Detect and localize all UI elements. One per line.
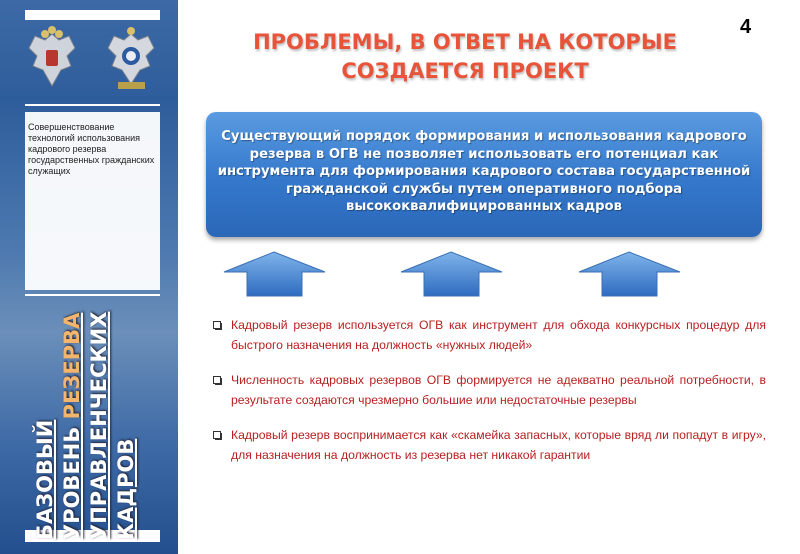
russian-eagle-emblem-icon bbox=[25, 26, 80, 94]
slide-title-line: СОЗДАЕТСЯ ПРОЕКТ bbox=[341, 59, 589, 83]
slide-title-line: ПРОБЛЕМЫ, В ОТВЕТ НА КОТОРЫЕ bbox=[253, 30, 677, 54]
vertical-title-line: УПРАВЛЕНЧЕСКИХ bbox=[87, 311, 111, 540]
problem-list bbox=[213, 316, 766, 481]
vertical-title-line: БАЗОВЫЙ bbox=[33, 419, 57, 540]
list-item bbox=[213, 426, 766, 465]
checkbox-bullet-icon bbox=[213, 321, 222, 330]
vertical-title-line bbox=[59, 300, 86, 540]
checkbox-bullet-icon bbox=[213, 376, 222, 385]
problem-banner-text: Существующий порядок формирования и использования кадрового резерва в ОГВ не позволяет использовать его потенциал как инструмента для формирования кадрового состава государственной гражданской службы путем оперативного подбора высококвалифицированных кадров bbox=[217, 129, 751, 214]
up-arrow-icon bbox=[399, 250, 504, 298]
up-arrow-icon bbox=[577, 250, 682, 298]
list-item-text: Численность кадровых резервов ОГВ формируется не адекватно реальной потребности, в результате создаются чрезмерно большие или недостаточные резервы bbox=[231, 373, 766, 407]
vertical-title-line: КАДРОВ bbox=[114, 438, 138, 540]
vertical-title-word: УРОВЕНЬ bbox=[60, 419, 84, 540]
list-item bbox=[213, 371, 766, 410]
sidebar-divider bbox=[25, 294, 160, 296]
slide-title bbox=[220, 28, 710, 86]
list-item bbox=[213, 316, 766, 355]
sidebar-top-bar bbox=[25, 10, 160, 20]
list-item-text: Кадровый резерв используется ОГВ как инструмент для обхода конкурсных процедур для быстрого назначения на должность «нужных людей» bbox=[231, 318, 766, 352]
list-item-text: Кадровый резерв воспринимается как «скамейка запасных, которые вряд ли попадут в игру», для назначения на должность из резерва нет никакой гарантии bbox=[231, 428, 766, 462]
page-number: 4 bbox=[740, 16, 752, 38]
vertical-section-title bbox=[32, 300, 140, 540]
sidebar-divider bbox=[25, 104, 160, 106]
up-arrow-icon bbox=[222, 250, 327, 298]
vertical-title-word: РЕЗЕРВА bbox=[60, 312, 84, 420]
sidebar-caption: Совершенствование технологий использования кадрового резерва государственных гражданских служащих bbox=[28, 122, 155, 176]
ranhigs-emblem-icon bbox=[104, 26, 159, 94]
checkbox-bullet-icon bbox=[213, 431, 222, 440]
